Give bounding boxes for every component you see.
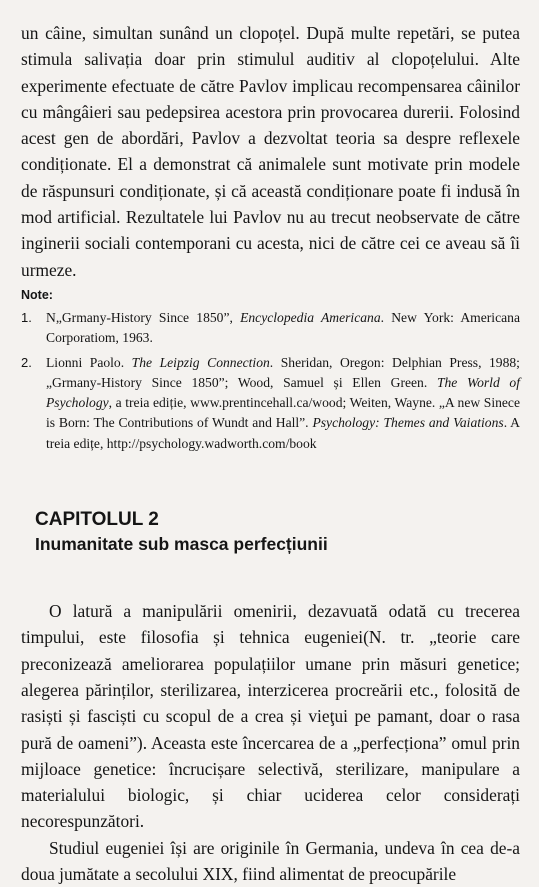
note-text-part: Lionni Paolo. bbox=[46, 354, 132, 370]
notes-heading: Note: bbox=[21, 287, 53, 302]
chapter-label: CAPITOLUL 2 bbox=[35, 509, 159, 531]
note-text-part-italic: Psychology: Themes and Vaiations bbox=[312, 415, 504, 431]
note-text-part: N„Grmany-History Since 1850”, bbox=[46, 309, 241, 325]
note-text-part: . A treia edițe, http://psychology.wadworth.com/book bbox=[46, 415, 520, 451]
note-text-part-italic: Encyclopedia Americana bbox=[240, 309, 381, 325]
note-text-part: . Sheridan, Oregon: Delphian Press, 1988; „Grmany-History Since 1850”; Wood, Samuel și Ellen Green. bbox=[46, 354, 520, 390]
note-text bbox=[46, 353, 520, 454]
chapter-heading bbox=[21, 508, 520, 556]
notes-list bbox=[21, 308, 520, 454]
body-paragraph: Studiul eugeniei își are originile în Germania, undeva în cea de-a doua jumătate a secolului XIX, fiind alimentat de preocupările bbox=[21, 837, 520, 885]
note-text-part-italic: The Leipzig Connection bbox=[131, 354, 270, 370]
note-item bbox=[21, 308, 520, 349]
note-number: 2. bbox=[21, 354, 32, 370]
chapter-title: Inumanitate sub masca perfecțiunii bbox=[35, 534, 328, 555]
note-number: 1. bbox=[21, 309, 32, 325]
note-text bbox=[46, 308, 520, 349]
note-item bbox=[21, 353, 520, 454]
note-text-part-italic: The World of Psychology bbox=[46, 374, 520, 411]
note-text-part: , a treia ediție, www.prentincehall.ca/wood; Weiten, Wayne. „A new Sinece is Born: The Contributions of Wundt and Hall”. bbox=[46, 395, 520, 431]
chapter-body bbox=[21, 598, 520, 887]
body-paragraph: O latură a manipulării omenirii, dezavuată odată cu trecerea timpului, este filosofia și tehnica eugeniei(N. tr. „teorie care preconizează ameliorarea populațiilor umane prin măsuri genetice; alegerea părinților, sterilizarea, interzicerea procreării etc., folosită de rasiști și fasciști cu scopul de a crea și vieţui pe pamant, doar o rasa pură de oameni”). Aceasta este încercarea de a „perfecționa” omul prin mijloace genetice: încrucișare selectivă, sterilizare, manipulare a materialului biologic, și chiar uciderea celor considerați necorespunzători. bbox=[21, 601, 520, 832]
intro-paragraph: un câine, simultan sunând un clopoțel. După multe repetări, se putea stimula salivația doar prin stimulul auditiv al clopoțelului. Alte experimente efectuate de către Pavlov implicau recompensarea câinilor cu mângâieri sau pedepsirea acestora prin provocarea durerii. Folosind acest gen de abordări, Pavlov a dezvoltat teoria sa despre reflexele condiționate. El a demonstrat că animalele sunt motivate prin modele de răspunsuri condiționate, și că această condiționare poate fi indusă în mod artificial. Rezultatele lui Pavlov nu au trecut neobservate de către inginerii sociali contemporani cu acesta, nici de către cei ce aveau să îi urmeze. bbox=[21, 23, 520, 280]
note-text-part: . New York: Americana Corporatiom, 1963. bbox=[46, 309, 520, 346]
